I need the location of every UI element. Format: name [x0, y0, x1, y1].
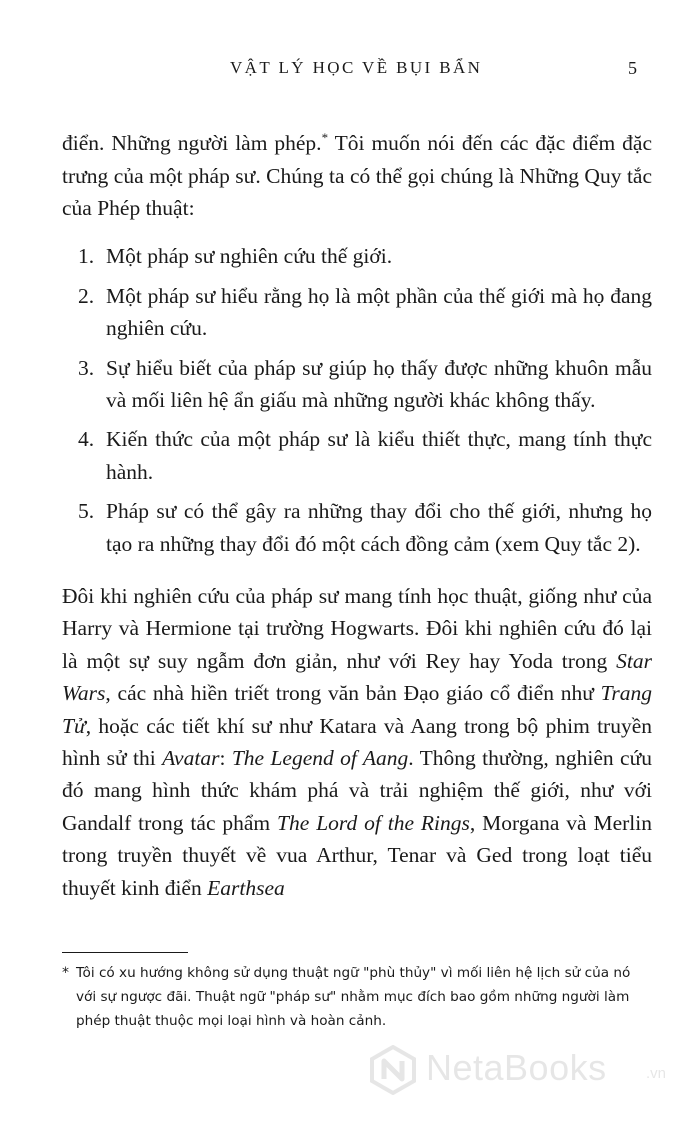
paragraph-text: , hoặc các tiết khí sư như Katara và Aang trong bộ phim truyền hình sử thi: [62, 713, 652, 771]
title-trang-tu: Trang Tử: [62, 681, 652, 738]
list-item-text: Sự hiểu biết của pháp sư giúp họ thấy được những khuôn mẫu và mối liên hệ ẩn giấu mà những người khác không thấy.: [106, 355, 652, 412]
page-number: 5: [628, 58, 637, 78]
list-item-text: Một pháp sư hiểu rằng họ là một phần của thế giới mà họ đang nghiên cứu.: [106, 283, 652, 341]
paragraph-text: Đôi khi nghiên cứu của pháp sư mang tính học thuật, giống như của Harry và Hermione tại trường Hogwarts. Đôi khi nghiên cứu đó lại là một sự suy ngẫm đơn giản, như với Rey hay Yoda trong: [62, 584, 652, 673]
paragraph-text: , các nhà hiền triết trong văn bản Đạo giáo cổ điển như: [105, 681, 601, 706]
title-lord-of-the-rings: The Lord of the Rings: [277, 810, 470, 835]
list-item: [78, 280, 652, 345]
intro-text-end: Tôi muốn nói đến các đặc điểm đặc trưng của một pháp sư. Chúng ta có thể gọi chúng là Những Quy tắc của Phép thuật:: [62, 131, 652, 220]
list-item: [78, 352, 652, 417]
watermark-domain: .vn: [646, 1065, 667, 1082]
list-number: 1.: [78, 244, 95, 269]
list-number: 3.: [78, 355, 95, 380]
list-number: 5.: [78, 499, 95, 524]
list-number: 4.: [78, 427, 95, 452]
list-item-text: Kiến thức của một pháp sư là kiểu thiết thực, mang tính thực hành.: [106, 427, 652, 484]
title-earthsea: Earthsea: [207, 875, 285, 900]
list-item: [78, 240, 652, 272]
title-legend-of-aang: The Legend of Aang: [231, 746, 409, 771]
list-item: [78, 423, 652, 488]
footnote-reference: *: [321, 130, 329, 145]
watermark-brand: NetaBooks: [426, 1047, 607, 1088]
paragraph-text: . Thông thường, nghiên cứu đó mang hình thức khám phá và trải nghiệm thế giới, như với Gandalf trong tác phẩm: [62, 746, 652, 835]
netabooks-watermark: [368, 1045, 698, 1095]
body-text: [62, 122, 652, 904]
list-item-text: Một pháp sư nghiên cứu thế giới.: [106, 244, 393, 269]
list-item: [78, 495, 652, 560]
list-number: 2.: [78, 283, 95, 308]
intro-text-start: điển. Những người làm phép.: [62, 131, 322, 156]
title-avatar: Avatar: [162, 746, 220, 771]
footnote-marker: *: [62, 965, 69, 981]
list-item-text: Pháp sư có thể gây ra những thay đổi cho thế giới, nhưng họ tạo ra những thay đổi đó một cách đồng cảm (xem Quy tắc 2).: [106, 499, 652, 556]
paragraph-text: :: [219, 746, 232, 771]
rules-of-magic-list: [62, 240, 652, 560]
title-star-wars: Star Wars: [62, 648, 652, 706]
main-paragraph: [62, 580, 652, 904]
footnote: [62, 961, 654, 1033]
footnote-text: Tôi có xu hướng không sử dụng thuật ngữ "phù thủy" vì mối liên hệ lịch sử của nó với sự ngược đãi. Thuật ngữ "pháp sư" nhằm mục đích bao gồm những người làm phép thuật thuộc mọi loại hình và hoàn cảnh.: [76, 965, 631, 1029]
running-head: [0, 58, 700, 82]
intro-paragraph: [62, 122, 652, 224]
running-title: VẬT LÝ HỌC VỀ BỤI BẨN: [230, 58, 483, 77]
footnote-divider: [62, 952, 188, 953]
netabooks-logo-icon: [368, 1045, 418, 1100]
paragraph-text: , Morgana và Merlin trong truyền thuyết về vua Arthur, Tenar và Ged trong loạt tiểu thuyết kinh điển: [62, 810, 652, 900]
